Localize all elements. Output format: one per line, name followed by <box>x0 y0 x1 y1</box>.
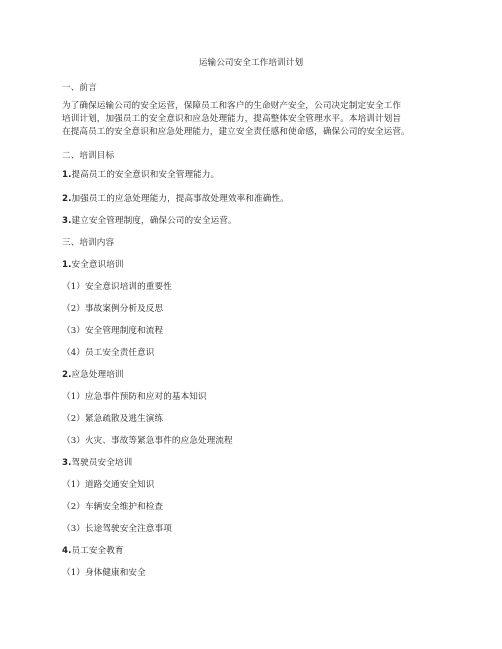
content-subitem: （1）安全意识培训的重要性 <box>62 282 172 292</box>
group-number: 4. <box>62 546 72 556</box>
section-heading-goals: 二、培训目标 <box>62 151 115 161</box>
content-subitem: （1）身体健康和安全 <box>62 568 146 578</box>
goal-text: 建立安全管理制度，确保公司的安全运营。 <box>71 216 237 226</box>
goal-number: 3. <box>62 216 72 226</box>
content-subitem: （3）长途驾驶安全注意事项 <box>62 524 172 534</box>
goal-number: 2. <box>62 194 72 204</box>
goal-text: 加强员工的应急处理能力，提高事故处理效率和准确性。 <box>71 194 289 204</box>
content-subitem: （3）火灾、事故等紧急事件的应急处理流程 <box>62 436 233 446</box>
content-subitem: （2）事故案例分析及反思 <box>62 304 164 314</box>
document-title: 运输公司安全工作培训计划 <box>198 58 304 68</box>
group-number: 2. <box>62 370 72 380</box>
section-heading-intro: 一、前言 <box>62 83 97 93</box>
goal-text: 提高员工的安全意识和安全管理能力。 <box>71 170 220 180</box>
group-number: 1. <box>62 260 72 270</box>
content-group-title <box>62 458 132 469</box>
intro-paragraph-line-3: 在提高员工的安全意识和应急处理能力，建立安全责任感和使命感，确保公司的安全运营。 <box>62 127 410 137</box>
section-heading-content: 三、培训内容 <box>62 238 115 248</box>
goal-item <box>62 170 219 181</box>
content-subitem: （2）紧急疏散及逃生演练 <box>62 414 164 424</box>
content-subitem: （3）安全管理制度和流程 <box>62 326 164 336</box>
group-title-text: 驾驶员安全培训 <box>71 458 133 468</box>
intro-paragraph-line-1: 为了确保运输公司的安全运营，保障员工和客户的生命财产安全，公司决定制定安全工作 <box>62 101 402 111</box>
content-group-title <box>62 546 124 557</box>
content-subitem: （1）应急事件预防和应对的基本知识 <box>62 392 207 402</box>
group-title-text: 应急处理培训 <box>71 370 124 380</box>
goal-item <box>62 194 289 205</box>
content-subitem: （1）道路交通安全知识 <box>62 480 155 490</box>
content-group-title <box>62 370 124 381</box>
content-group-title <box>62 260 124 271</box>
group-title-text: 员工安全教育 <box>71 546 124 556</box>
content-subitem: （2）车辆安全维护和检查 <box>62 502 164 512</box>
intro-paragraph-line-2: 培训计划，加强员工的安全意识和应急处理能力，提高整体安全管理水平。本培训计划旨 <box>62 114 402 124</box>
content-subitem: （4）员工安全责任意识 <box>62 348 155 358</box>
goal-number: 1. <box>62 170 72 180</box>
group-number: 3. <box>62 458 72 468</box>
goal-item <box>62 216 237 227</box>
group-title-text: 安全意识培训 <box>71 260 124 270</box>
